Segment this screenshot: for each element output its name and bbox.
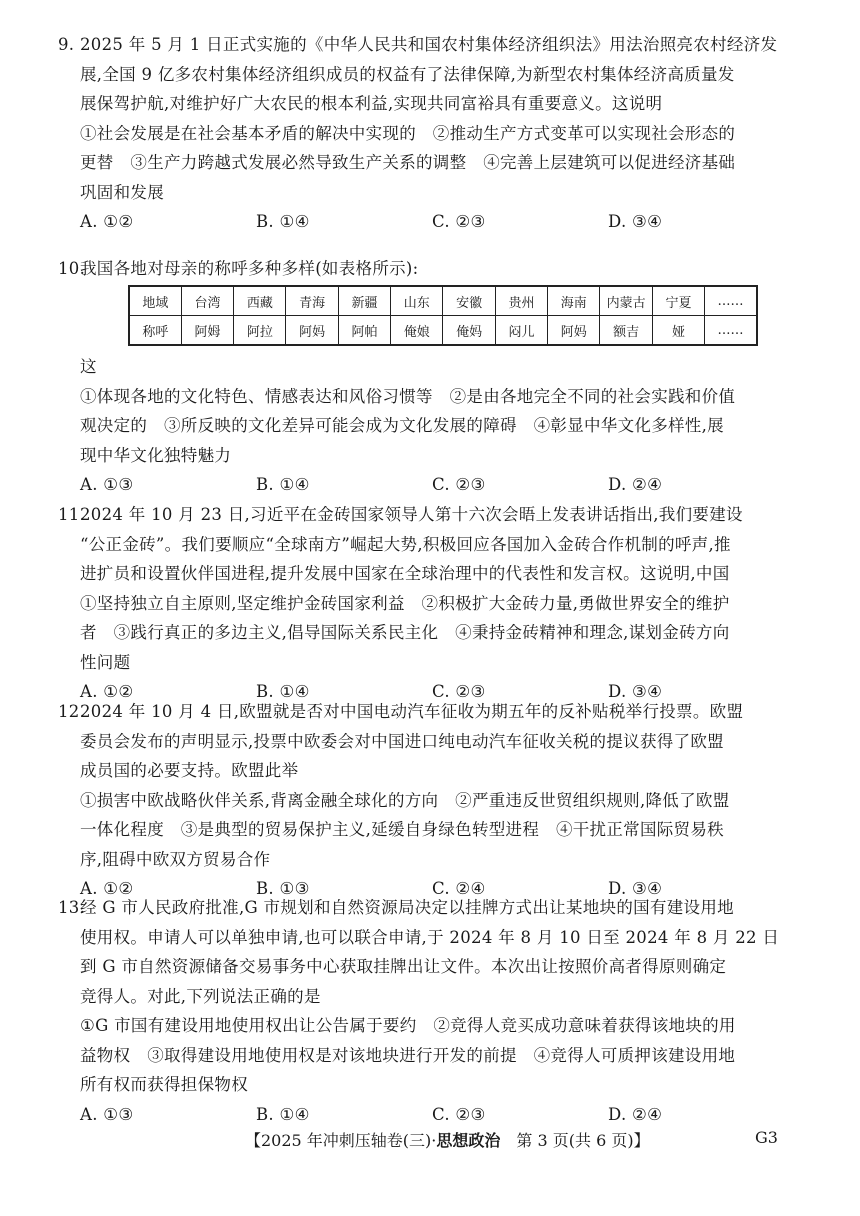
question-stem-line: 2024 年 10 月 4 日,欧盟就是否对中国电动汽车征收为期五年的反补贴税举行投票。欧盟 <box>80 702 744 721</box>
statement-line: 序,阻碍中欧双方贸易合作 <box>80 849 271 869</box>
option-a[interactable]: A. ①② <box>80 879 134 898</box>
option-d[interactable]: D. ③④ <box>608 879 663 898</box>
table-cell: 额吉 <box>600 316 652 346</box>
statement-line: 一体化程度 ③是典型的贸易保护主义,延缓自身绿色转型进程 ④干扰正常国际贸易秩 <box>80 820 724 839</box>
option-d[interactable]: D. ②④ <box>608 475 663 494</box>
option-d[interactable]: D. ③④ <box>608 682 663 701</box>
option-b[interactable]: B. ①③ <box>256 879 310 898</box>
option-b[interactable]: B. ①④ <box>256 212 310 231</box>
question-stem-line: 经 G 市人民政府批准,G 市规划和自然资源局决定以挂牌方式出让某地块的国有建设用地 <box>80 898 734 917</box>
table-cell: 阿拉 <box>234 316 286 346</box>
statement-line: 现中华文化独特魅力 <box>80 445 232 465</box>
option-c[interactable]: C. ②③ <box>432 1104 486 1124</box>
question-12 <box>58 697 790 904</box>
option-a[interactable]: A. ①③ <box>80 1104 134 1124</box>
question-stem-line: 成员国的必要支持。欧盟此举 <box>80 761 299 780</box>
question-stem-line: 使用权。申请人可以单独申请,也可以联合申请,于 2024 年 8 月 10 日至 2024 年 8 月 22 日 <box>80 927 780 947</box>
question-number: 13. <box>58 898 86 917</box>
question-stem-line: 这 <box>80 357 97 376</box>
question-10-continued <box>80 352 790 500</box>
question-stem-line: 展,全国 9 亿多农村集体经济组织成员的权益有了法律保障,为新型农村集体经济高质量发 <box>80 64 735 84</box>
question-stem-line: 竞得人。对此,下列说法正确的是 <box>80 986 321 1006</box>
table-cell: 宁夏 <box>652 286 704 316</box>
table-cell: 贵州 <box>495 286 547 316</box>
question-stem-line: 2025 年 5 月 1 日正式实施的《中华人民共和国农村集体经济组织法》用法治照亮农村经济发 <box>80 35 778 54</box>
table-cell: 山东 <box>391 286 443 316</box>
table-cell: 地域 <box>129 286 181 316</box>
table-row-name <box>129 316 757 346</box>
option-a[interactable]: A. ①③ <box>80 475 134 494</box>
statement-line: 更替 ③生产力跨越式发展必然导致生产关系的调整 ④完善上层建筑可以促进经济基础 <box>80 153 736 172</box>
statement-line: ①体现各地的文化特色、情感表达和风俗习惯等 ②是由各地完全不同的社会实践和价值 <box>80 386 736 406</box>
option-b[interactable]: B. ①④ <box>256 475 310 494</box>
question-stem-line: 2024 年 10 月 23 日,习近平在金砖国家领导人第十六次会晤上发表讲话指出,我们要建设 <box>80 505 743 524</box>
question-stem-line: 到 G 市自然资源储备交易事务中心获取挂牌出让文件。本次出让按照价高者得原则确定 <box>80 957 727 976</box>
footer-code: G3 <box>755 1128 778 1147</box>
statement-line: 所有权而获得担保物权 <box>80 1075 248 1094</box>
option-b[interactable]: B. ①④ <box>256 1104 310 1124</box>
option-d[interactable]: D. ③④ <box>608 212 663 231</box>
table-cell: …… <box>705 316 757 346</box>
question-stem-line: 进扩员和设置伙伴国进程,提升发展中国家在全球治理中的代表性和发言权。这说明,中国 <box>80 564 730 583</box>
table-cell: 内蒙古 <box>600 286 652 316</box>
table-cell: 青海 <box>286 286 338 316</box>
question-10 <box>58 254 790 284</box>
option-a[interactable]: A. ①② <box>80 212 134 231</box>
answer-options <box>80 1100 790 1130</box>
mother-names-table <box>128 285 758 346</box>
table-cell: 娅 <box>652 316 704 346</box>
question-stem-line: 我国各地对母亲的称呼多种多样(如表格所示): <box>80 259 419 278</box>
table-cell: 阿妈 <box>548 316 600 346</box>
statement-line: 益物权 ③取得建设用地使用权是对该地块进行开发的前提 ④竞得人可质押该建设用地 <box>80 1045 736 1065</box>
statement-line: 巩固和发展 <box>80 182 164 202</box>
table-cell: 阿姆 <box>181 316 233 346</box>
option-c[interactable]: C. ②④ <box>432 879 486 898</box>
question-stem-line: “公正金砖”。我们要顺应“全球南方”崛起大势,积极回应各国加入金砖合作机制的呼声,推 <box>80 534 731 554</box>
question-11 <box>58 500 790 707</box>
statement-line: 性问题 <box>80 652 131 672</box>
table-cell: 俺娘 <box>391 316 443 346</box>
table-cell: 西藏 <box>234 286 286 316</box>
table-cell: 俺妈 <box>443 316 495 346</box>
question-9 <box>58 30 790 237</box>
answer-options <box>80 207 790 237</box>
option-a[interactable]: A. ①② <box>80 682 134 701</box>
question-number: 11. <box>58 505 86 524</box>
footer-subject: 思想政治 <box>436 1131 501 1150</box>
question-stem-line: 展保驾护航,对维护好广大农民的根本利益,实现共同富裕具有重要意义。这说明 <box>80 94 663 113</box>
footer-page-info: 第 3 页(共 6 页)】 <box>500 1131 650 1150</box>
option-d[interactable]: D. ②④ <box>608 1104 663 1124</box>
question-number: 10. <box>58 259 86 278</box>
question-number: 12. <box>58 702 86 721</box>
answer-options <box>80 470 790 500</box>
statement-line: 观决定的 ③所反映的文化差异可能会成为文化发展的障碍 ④彰显中华文化多样性,展 <box>80 416 724 435</box>
table-cell: …… <box>705 286 757 316</box>
table-cell: 阿帕 <box>338 316 390 346</box>
table-row-region <box>129 286 757 316</box>
statement-line: 者 ③践行真正的多边主义,倡导国际关系民主化 ④秉持金砖精神和理念,谋划金砖方向 <box>80 623 730 642</box>
option-c[interactable]: C. ②③ <box>432 212 486 231</box>
statement-line: ①损害中欧战略伙伴关系,背离金融全球化的方向 ②严重违反世贸组织规则,降低了欧盟 <box>80 790 730 810</box>
table-cell: 台湾 <box>181 286 233 316</box>
table-cell: 安徽 <box>443 286 495 316</box>
footer-title <box>245 1128 650 1151</box>
footer-title-prefix: 【2025 年冲刺压轴卷(三)· <box>245 1131 437 1150</box>
table-cell: 海南 <box>548 286 600 316</box>
question-13 <box>58 893 790 1129</box>
question-number: 9. <box>58 35 75 54</box>
question-stem-line: 委员会发布的声明显示,投票中欧委会对中国进口纯电动汽车征收关税的提议获得了欧盟 <box>80 731 724 751</box>
table-cell: 新疆 <box>338 286 390 316</box>
statement-line: ①社会发展是在社会基本矛盾的解决中实现的 ②推动生产方式变革可以实现社会形态的 <box>80 123 736 143</box>
option-c[interactable]: C. ②③ <box>432 682 486 701</box>
table-cell: 称呼 <box>129 316 181 346</box>
statement-line: ①坚持独立自主原则,坚定维护金砖国家利益 ②积极扩大金砖力量,勇做世界安全的维护 <box>80 593 730 613</box>
option-b[interactable]: B. ①④ <box>256 682 310 701</box>
option-c[interactable]: C. ②③ <box>432 475 486 494</box>
table-cell: 阿妈 <box>286 316 338 346</box>
table-cell: 闷儿 <box>495 316 547 346</box>
statement-line: ①G 市国有建设用地使用权出让公告属于要约 ②竞得人竞买成功意味着获得该地块的用 <box>80 1016 736 1035</box>
